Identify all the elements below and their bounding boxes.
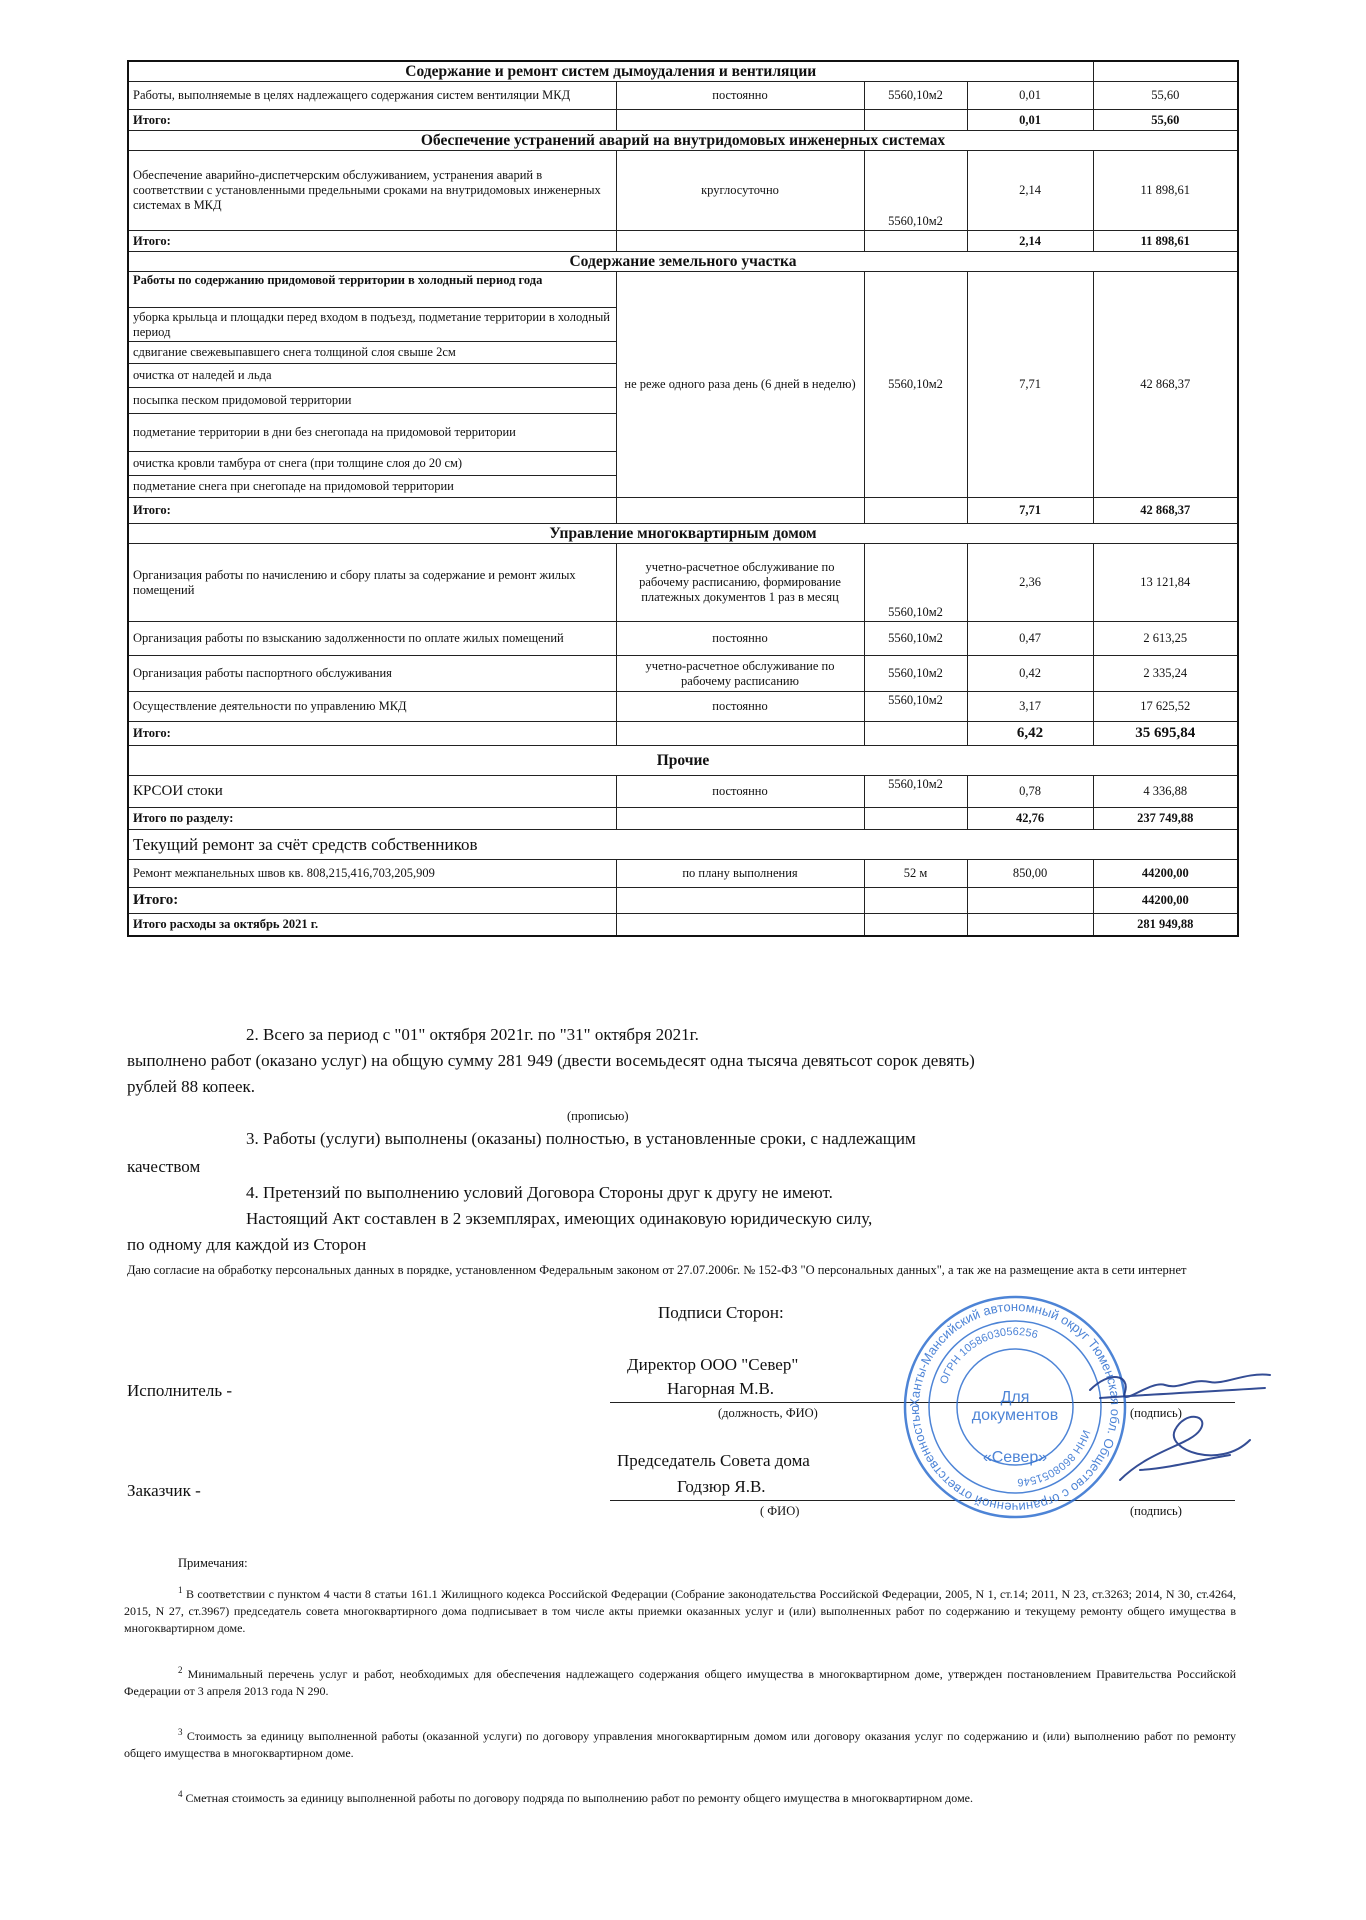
group-header: Работы по содержанию придомовой территории в холодный период года xyxy=(128,272,616,308)
area-cell: 5560,10м2 xyxy=(864,82,967,110)
total-rate: 7,71 xyxy=(967,498,1093,524)
rate-cell: 850,00 xyxy=(967,860,1093,888)
customer-sign-caption: (подпись) xyxy=(1130,1504,1182,1518)
grand-total-row xyxy=(128,914,1238,936)
work-cell: Организация работы по начислению и сбору платы за содержание и ремонт жилых помещений xyxy=(128,544,616,622)
section-title: Содержание земельного участка xyxy=(128,252,1238,272)
section-header xyxy=(128,746,1238,776)
note-3-number: 3 xyxy=(178,1727,183,1737)
handwritten-signature xyxy=(1080,1350,1280,1500)
executor-caption: (должность, ФИО) xyxy=(718,1406,818,1420)
area-cell: 5560,10м2 xyxy=(864,622,967,656)
total-row xyxy=(128,722,1238,746)
note-2-number: 2 xyxy=(178,1665,183,1675)
period-cell: постоянно xyxy=(616,776,864,808)
customer-caption: ( ФИО) xyxy=(760,1504,800,1518)
seal-center-2: документов xyxy=(971,1407,1059,1424)
rate-cell: 0,42 xyxy=(967,656,1093,692)
rate-cell: 3,17 xyxy=(967,692,1093,722)
seal-center-1: Для xyxy=(1000,1389,1030,1406)
period-cell: круглосуточно xyxy=(616,151,864,231)
area-cell: 52 м xyxy=(864,860,967,888)
period-cell: постоянно xyxy=(616,622,864,656)
work-cell: Обеспечение аварийно-диспетчерским обслуживанием, устранения аварий в соответствии с установленными предельными сроками на внутридомовых инженерных системах в МКД xyxy=(128,151,616,231)
note-1 xyxy=(124,1582,1236,1637)
period-cell: постоянно xyxy=(616,82,864,110)
total-row xyxy=(128,498,1238,524)
total-sum: 42 868,37 xyxy=(1093,498,1238,524)
table-row xyxy=(128,151,1238,231)
seal-outer-text: Ханты-Мансийский автономный округ Тюменская обл. Общество с ограниченной ответственностью xyxy=(906,1298,1124,1516)
seal-ogrn: ОГРН 1058603056256 xyxy=(938,1325,1040,1386)
table-row xyxy=(128,82,1238,110)
sum-cell: 17 625,52 xyxy=(1093,692,1238,722)
period-cell: учетно-расчетное обслуживание по рабочему расписанию, формирование платежных документов 1 раз в месяц xyxy=(616,544,864,622)
paragraph-5-line-1: Настоящий Акт составлен в 2 экземплярах, имеющих одинаковую юридическую силу, xyxy=(246,1209,873,1228)
section-header xyxy=(128,524,1238,544)
paragraph-2-line-2: выполнено работ (оказано услуг) на общую сумму 281 949 (двести восемьдесят одна тысяча девятьсот сорок девять) xyxy=(127,1051,975,1070)
period-cell: учетно-расчетное обслуживание по рабочему расписанию xyxy=(616,656,864,692)
sum-cell: 44200,00 xyxy=(1093,860,1238,888)
total-sum: 35 695,84 xyxy=(1093,722,1238,746)
work-cell: Организация работы паспортного обслуживания xyxy=(128,656,616,692)
total-sum: 237 749,88 xyxy=(1093,808,1238,830)
table-row xyxy=(128,692,1238,722)
paragraph-4: 4. Претензий по выполнению условий Договора Стороны друг к другу не имеют. xyxy=(246,1183,833,1202)
sum-cell: 2 613,25 xyxy=(1093,622,1238,656)
work-cell: уборка крыльца и площадки перед входом в подъезд, подметание территории в холодный период xyxy=(128,308,616,342)
section-title: Прочие xyxy=(128,746,1238,776)
note-1-text: В соответствии с пунктом 4 части 8 статьи 161.1 Жилищного кодекса Российской Федерации (Собрание законодательства Российской Федерации, 2005, N 1, ст.14; 2011, N 23, ст.3263; 2014, N 30, ст.4264, 2015, N 27, ст.3967) председатель совета многоквартирного дома подписывает в том числе акты приемки оказанных услуг и (или) выполненных работ по содержанию и текущему ремонту общего имущества в многоквартирном доме. xyxy=(124,1587,1237,1635)
total-row xyxy=(128,110,1238,131)
seal-inn: ИНН 8608051546 xyxy=(1016,1428,1092,1489)
table-row xyxy=(128,860,1238,888)
area-cell: 5560,10м2 xyxy=(864,544,967,622)
grand-total-sum: 281 949,88 xyxy=(1093,914,1238,936)
area-cell: 5560,10м2 xyxy=(864,656,967,692)
total-sum: 11 898,61 xyxy=(1093,231,1238,252)
total-label: Итого: xyxy=(128,498,616,524)
table-row xyxy=(128,776,1238,808)
work-cell: очистка кровли тамбура от снега (при толщине слоя до 20 см) xyxy=(128,452,616,476)
note-3-text: Стоимость за единицу выполненной работы (оказанной услуги) по договору управления многоквартирным домом или договору оказания услуг по содержанию и (или) выполнению работ по ремонту общего имущества в многоквартирном доме. xyxy=(124,1729,1237,1760)
rate-cell: 2,14 xyxy=(967,151,1093,231)
section-title: Обеспечение устранений аварий на внутридомовых инженерных системах xyxy=(128,131,1238,151)
consent-text: Даю согласие на обработку персональных данных в порядке, установленном Федеральным законом от 27.07.2006г. № 152-ФЗ "О персональных данных", а так же на размещение акта в сети интернет xyxy=(127,1263,1187,1277)
note-2 xyxy=(124,1662,1236,1700)
rate-cell: 0,47 xyxy=(967,622,1093,656)
sum-cell: 13 121,84 xyxy=(1093,544,1238,622)
sum-cell: 55,60 xyxy=(1093,82,1238,110)
work-cell: посыпка песком придомовой территории xyxy=(128,388,616,414)
paragraph-3-line-2: качеством xyxy=(127,1157,201,1176)
section-header xyxy=(128,131,1238,151)
services-table xyxy=(127,60,1239,937)
work-cell: подметание территории в дни без снегопада на придомовой территории xyxy=(128,414,616,452)
grand-total-label: Итого расходы за октябрь 2021 г. xyxy=(128,914,616,936)
customer-label: Заказчик - xyxy=(127,1481,201,1500)
area-cell: 5560,10м2 xyxy=(864,272,967,498)
work-cell: подметание снега при снегопаде на придомовой территории xyxy=(128,476,616,498)
work-cell: очистка от наледей и льда xyxy=(128,364,616,388)
total-rate: 2,14 xyxy=(967,231,1093,252)
total-row xyxy=(128,231,1238,252)
note-4-number: 4 xyxy=(178,1789,183,1799)
paragraph-2-line-3: рублей 88 копеек. xyxy=(127,1077,255,1096)
table-row xyxy=(128,656,1238,692)
note-1-number: 1 xyxy=(178,1585,183,1595)
paragraph-5-line-2: по одному для каждой из Сторон xyxy=(127,1235,367,1254)
total-rate: 6,42 xyxy=(967,722,1093,746)
notes-heading: Примечания: xyxy=(178,1556,248,1570)
section-title: Текущий ремонт за счёт средств собственников xyxy=(128,830,1238,860)
work-cell: сдвигание свежевыпавшего снега толщиной слоя свыше 2см xyxy=(128,342,616,364)
executor-position: Директор ООО "Север" xyxy=(627,1355,799,1374)
table-row xyxy=(128,544,1238,622)
total-label: Итого: xyxy=(128,110,616,131)
section-title: Управление многоквартирным домом xyxy=(128,524,1238,544)
seal-company-name: «Север» xyxy=(982,1449,1048,1466)
work-cell: Организация работы по взысканию задолженности по оплате жилых помещений xyxy=(128,622,616,656)
rate-cell: 2,36 xyxy=(967,544,1093,622)
note-4 xyxy=(124,1786,1236,1807)
table-row xyxy=(128,272,1238,308)
section-title: Содержание и ремонт систем дымоудаления и вентиляции xyxy=(128,61,1093,82)
sum-cell: 2 335,24 xyxy=(1093,656,1238,692)
period-cell: по плану выполнения xyxy=(616,860,864,888)
sum-cell: 11 898,61 xyxy=(1093,151,1238,231)
total-rate: 0,01 xyxy=(967,110,1093,131)
total-label: Итого: xyxy=(128,722,616,746)
executor-name: Нагорная М.В. xyxy=(667,1379,775,1398)
repair-header xyxy=(128,830,1238,860)
work-cell: Работы, выполняемые в целях надлежащего содержания систем вентиляции МКД xyxy=(128,82,616,110)
period-cell: не реже одного раза день (6 дней в неделю) xyxy=(616,272,864,498)
signatures-heading: Подписи Сторон: xyxy=(658,1303,784,1322)
executor-sign-caption: (подпись) xyxy=(1130,1406,1182,1420)
note-2-text: Минимальный перечень услуг и работ, необходимых для обеспечения надлежащего содержания общего имущества в многоквартирном доме, утвержден постановлением Правительства Российской Федерации от 3 апреля 2013 года N 290. xyxy=(124,1667,1237,1698)
rate-cell: 0,01 xyxy=(967,82,1093,110)
work-cell: КРСОИ стоки xyxy=(128,776,616,808)
paragraph-2-line-1: 2. Всего за период с "01" октября 2021г. по "31" октября 2021г. xyxy=(246,1025,699,1044)
rate-cell: 0,78 xyxy=(967,776,1093,808)
note-3 xyxy=(124,1724,1236,1762)
customer-position: Председатель Совета дома xyxy=(617,1451,810,1470)
table-row xyxy=(128,622,1238,656)
total-row xyxy=(128,808,1238,830)
area-cell: 5560,10м2 xyxy=(864,692,967,722)
total-rate: 42,76 xyxy=(967,808,1093,830)
total-sum: 55,60 xyxy=(1093,110,1238,131)
propisyu-caption: (прописью) xyxy=(567,1109,629,1123)
total-sum: 44200,00 xyxy=(1093,888,1238,914)
total-row xyxy=(128,888,1238,914)
sum-cell: 4 336,88 xyxy=(1093,776,1238,808)
section-header xyxy=(128,61,1238,82)
area-cell: 5560,10м2 xyxy=(864,776,967,808)
sum-cell: 42 868,37 xyxy=(1093,272,1238,498)
section-header xyxy=(128,252,1238,272)
total-label: Итого: xyxy=(128,888,616,914)
period-cell: постоянно xyxy=(616,692,864,722)
customer-name: Годзюр Я.В. xyxy=(677,1477,766,1496)
paragraph-3-line-1: 3. Работы (услуги) выполнены (оказаны) полностью, в установленные сроки, с надлежащим xyxy=(246,1129,916,1148)
total-label: Итого: xyxy=(128,231,616,252)
note-4-text: Сметная стоимость за единицу выполненной работы по договору подряда по выполнению работ по ремонту общего имущества в многоквартирном доме. xyxy=(185,1791,973,1805)
work-cell: Ремонт межпанельных швов кв. 808,215,416,703,205,909 xyxy=(128,860,616,888)
rate-cell: 7,71 xyxy=(967,272,1093,498)
executor-label: Исполнитель - xyxy=(127,1381,232,1400)
total-label: Итого по разделу: xyxy=(128,808,616,830)
area-cell: 5560,10м2 xyxy=(864,151,967,231)
work-cell: Осуществление деятельности по управлению МКД xyxy=(128,692,616,722)
